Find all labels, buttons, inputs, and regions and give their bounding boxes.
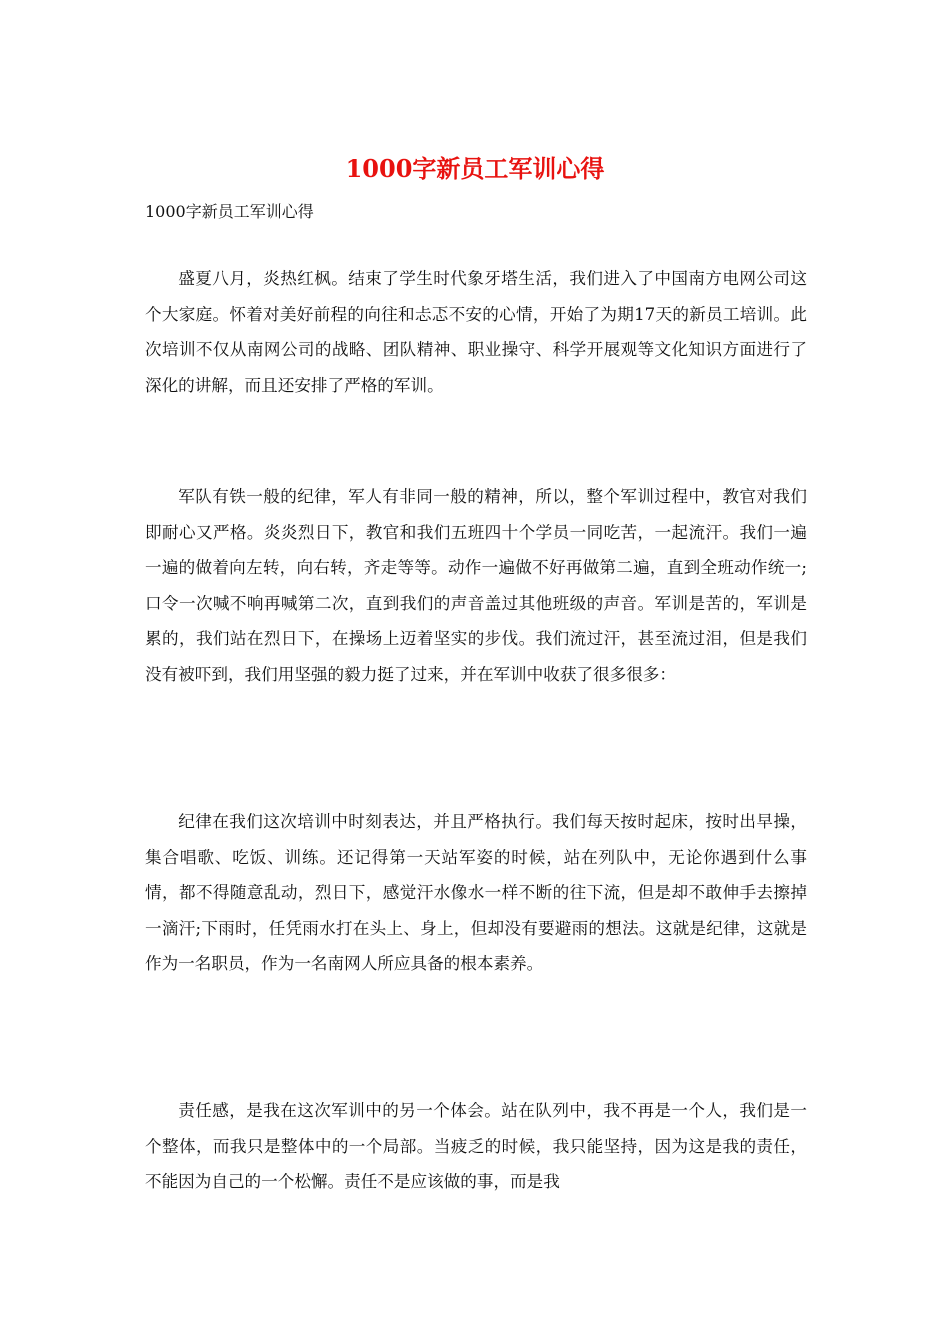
paragraph-4: 责任感，是我在这次军训中的另一个体会。站在队列中，我不再是一个人，我们是一个整体，而我只是整体中的一个局部。当疲乏的时候，我只能坚持，因为这是我的责任，不能因为自己的一个松懈。责任不是应该做的事，而是我 [145, 1101, 807, 1191]
document-title: 1000字新员工军训心得 [345, 154, 605, 183]
document-subtitle: 1000字新员工军训心得 [145, 202, 314, 221]
paragraph-1: 盛夏八月，炎热红枫。结束了学生时代象牙塔生活，我们进入了中国南方电网公司这个大家庭。怀着对美好前程的向往和忐忑不安的心情，开始了为期17天的新员工培训。此次培训不仅从南网公司的战略、团队精神、职业操守、科学开展观等文化知识方面进行了深化的讲解，而且还安排了严格的军训。 [145, 269, 807, 395]
paragraph-3: 纪律在我们这次培训中时刻表达，并且严格执行。我们每天按时起床，按时出早操，集合唱歌、吃饭、训练。还记得第一天站军姿的时候，站在列队中，无论你遇到什么事情，都不得随意乱动，烈日下，感觉汗水像水一样不断的往下流，但是却不敢伸手去擦掉一滴汗;下雨时，任凭雨水打在头上、身上，但却没有要避雨的想法。这就是纪律，这就是作为一名职员，作为一名南网人所应具备的根本素养。 [145, 812, 807, 973]
paragraph-2: 军队有铁一般的纪律，军人有非同一般的精神，所以，整个军训过程中，教官对我们即耐心又严格。炎炎烈日下，教官和我们五班四十个学员一同吃苦，一起流汗。我们一遍一遍的做着向左转，向右转，齐走等等。动作一遍做不好再做第二遍，直到全班动作统一;口令一次喊不响再喊第二次，直到我们的声音盖过其他班级的声音。军训是苦的，军训是累的，我们站在烈日下，在操场上迈着坚实的步伐。我们流过汗，甚至流过泪，但是我们没有被吓到，我们用坚强的毅力挺了过来，并在军训中收获了很多很多： [145, 487, 807, 684]
